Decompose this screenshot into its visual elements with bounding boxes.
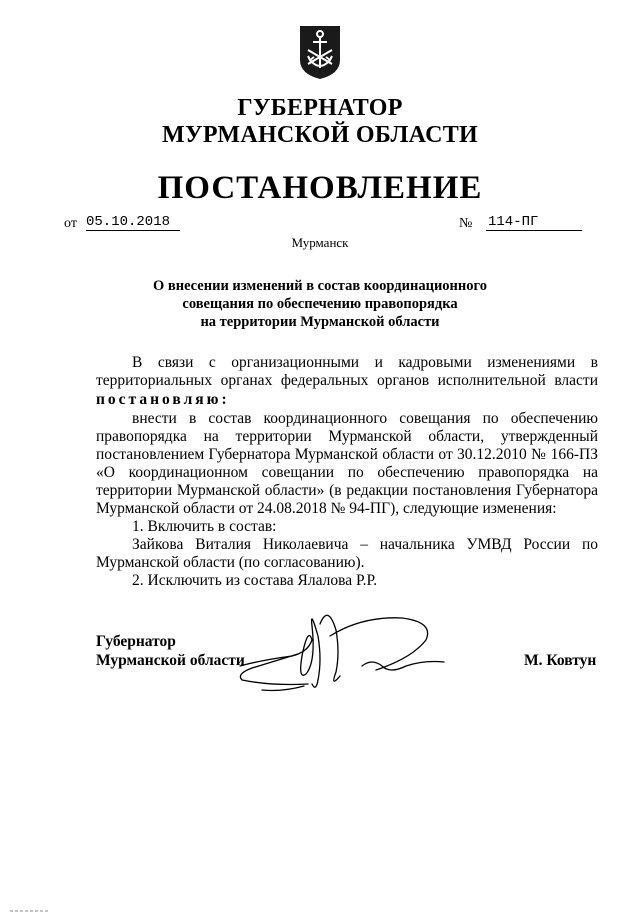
body-line: правопорядка на территории Мурманской области, утвержденный xyxy=(96,428,598,445)
document-type: ПОСТАНОВЛЕНИЕ xyxy=(157,170,483,206)
body-line: территории Мурманской области» (в редакции постановления Губернатора xyxy=(96,482,598,499)
body-line: «О координационном совещании по обеспечению правопорядка на xyxy=(96,464,598,481)
city: Мурманск xyxy=(291,235,349,250)
list-item: 2. Исключить из состава Ялалова Р.Р. xyxy=(132,572,378,589)
document-date: 05.10.2018 xyxy=(86,214,180,231)
subject-line: совещания по обеспечению правопорядка xyxy=(182,296,458,312)
list-item: 1. Включить в состав: xyxy=(132,518,277,535)
signatory-title: Губернатор xyxy=(96,633,176,650)
body-line: территориальных органах федеральных органов исполнительной власти xyxy=(96,372,598,389)
body-line: Мурманской области (по согласованию). xyxy=(96,554,365,571)
subject-line: О внесении изменений в состав координационного xyxy=(152,278,487,294)
signatory-name: М. Ковтун xyxy=(524,652,597,669)
issuer-title-line1: ГУБЕРНАТОР xyxy=(237,95,403,121)
number-prefix: № xyxy=(459,216,473,231)
footer-mark xyxy=(10,899,50,901)
issuer-title-line2: МУРМАНСКОЙ ОБЛАСТИ xyxy=(162,122,478,148)
document-number: 114-ПГ xyxy=(486,214,582,231)
handwritten-signature xyxy=(212,596,467,706)
date-prefix: от xyxy=(64,216,77,231)
body-line: внести в состав координационного совещания по обеспечению xyxy=(132,410,598,427)
body-line: постановлением Губернатора Мурманской области от 30.12.2010 № 166-ПЗ xyxy=(96,446,598,463)
subject-line: на территории Мурманской области xyxy=(200,314,440,330)
signatory-title: Мурманской области xyxy=(96,652,245,669)
body-line: Мурманской области от 24.08.2018 № 94-ПГ), следующие изменения: xyxy=(96,500,557,517)
body-line: В связи с организационными и кадровыми изменениями в xyxy=(132,354,598,371)
resolution-keyword: постановляю: xyxy=(96,391,230,408)
coat-of-arms-icon xyxy=(298,24,342,80)
body-line: Зайкова Виталия Николаевича – начальника УМВД России по xyxy=(132,536,598,553)
